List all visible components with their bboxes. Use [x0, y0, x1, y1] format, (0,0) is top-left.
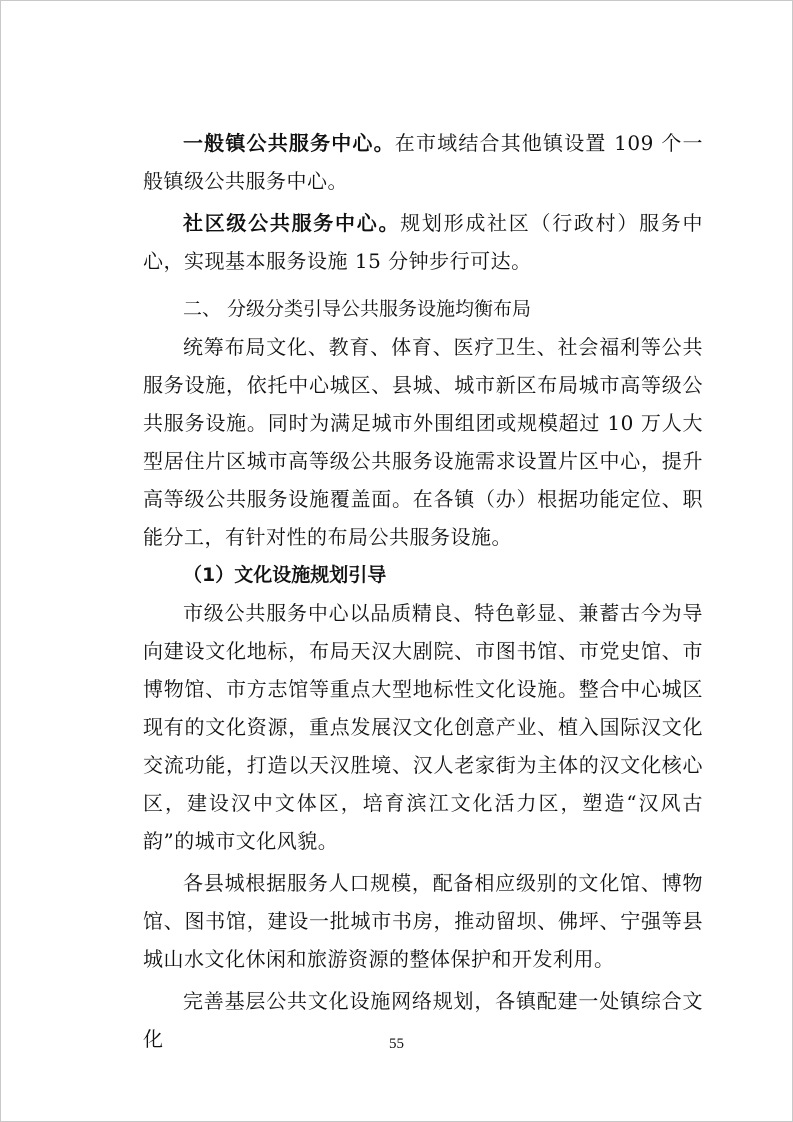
page-number: 55	[389, 1036, 404, 1052]
paragraph-lead: 一般镇公共服务中心。	[183, 131, 395, 155]
paragraph-city-culture: 市级公共服务中心以品质精良、特色彰显、兼蓄古今为导向建设文化地标，布局天汉大剧院、市图书馆、市党史馆、市博物馆、市方志馆等重点大型地标性文化设施。整合中心城区现有的文化资源，重点发展汉文化创意产业、植入国际汉文化交流功能，打造以天汉胜境、汉人老家街为主体的汉文化核心区，建设汉中文体区，培育滨江文化活力区，塑造“汉风古韵”的城市文化风貌。	[143, 601, 703, 853]
paragraph-text: 规划形成社区（行政村）服务中心，实现基本服务设施 15 分钟步行可达。	[143, 211, 704, 273]
paragraph-community-center	[143, 204, 703, 280]
paragraph-lead: 社区级公共服务中心。	[183, 211, 401, 235]
paragraph-general-town-center	[143, 124, 703, 200]
paragraph-county-culture: 各县城根据服务人口规模，配备相应级别的文化馆、博物馆、图书馆，建设一批城市书房，推动留坝、佛坪、宁强等县城山水文化休闲和旅游资源的整体保护和开发利用。	[143, 871, 703, 971]
paragraph-overall-layout: 统筹布局文化、教育、体育、医疗卫生、社会福利等公共服务设施，依托中心城区、县城、城市新区布局城市高等级公共服务设施。同时为满足城市外围组团或规模超过 10 万人大型居住片区城市高等级公共服务设施需求设置片区中心，提升高等级公共服务设施覆盖面。在各镇（办）根据功能定位、职能分工，有针对性的布局公共服务设施。	[143, 335, 703, 549]
document-body	[143, 124, 703, 1058]
paragraph-grassroots-culture: 完善基层公共文化设施网络规划，各镇配建一处镇综合文化	[143, 989, 703, 1051]
section-heading: 二、 分级分类引导公共服务设施均衡布局	[183, 298, 532, 320]
subsection-heading: （1）文化设施规划引导	[183, 564, 387, 586]
paragraph-text: 在市域结合其他镇设置 109 个一般镇级公共服务中心。	[143, 131, 704, 193]
